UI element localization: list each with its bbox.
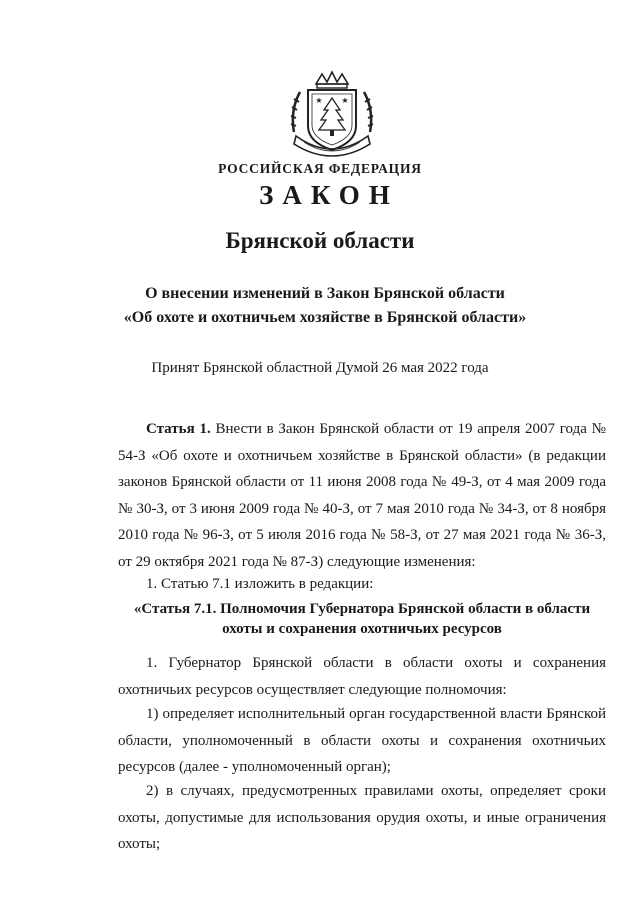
adoption-note: Принят Брянской областной Думой 26 мая 2022 года [151,360,489,376]
federation-heading: РОССИЙСКАЯ ФЕДЕРАЦИЯ [218,161,422,176]
coat-of-arms-icon [286,70,378,160]
article-7-1-heading-line-1: «Статья 7.1. Полномочия Губернатора Брянской области в области [133,601,591,617]
svg-text:★: ★ [341,96,349,105]
article-1-text: Внести в Закон Брянской области от 19 апреля 2007 года № 54-З «Об охоте и охотничьем хозяйстве в Брянской области» (в редакции законов Брянской области от 11 июня 2008 года № 49-З, от 4 мая 2009 года № 30-З, от 3 июня 2009 года № 40-З, от 7 мая 2010 года № 34-З, от 8 ноября 2010 года № 96-З, от 5 июля 2016 года № 58-З, от 27 мая 2021 года № 36-З, от 29 октября 2021 года № 87-З) следующие изменения: [118,421,606,570]
article-7-1-point-1: 1. Губернатор Брянской области в области охоты и сохранения охотничьих ресурсов осуществляет следующие полномочия: [118,655,606,698]
article-7-1-subpoint-2: 2) в случаях, предусмотренных правилами охоты, определяет сроки охоты, допустимые для использования орудия охоты, и иные ограничения охоты; [118,783,606,852]
amendment-item-1: 1. Статью 7.1 изложить в редакции: [146,576,374,592]
document-type-title: ЗАКОН [259,180,399,210]
subject-line-1: О внесении изменений в Закон Брянской области [145,285,505,302]
svg-text:★: ★ [315,96,323,105]
law-subject [80,282,570,330]
region-title: Брянской области [225,228,415,253]
subject-line-2: «Об охоте и охотничьем хозяйстве в Брянской области» [123,309,527,326]
article-1-paragraph [118,416,606,575]
article-7-1-heading-line-2: охоты и сохранения охотничьих ресурсов [222,621,502,637]
article-1-label: Статья 1. [146,421,211,437]
article-7-1-heading [118,599,606,639]
article-7-1-subpoint-1: 1) определяет исполнительный орган государственной власти Брянской области, уполномоченный в области охоты и сохранения охотничьих ресурсов (далее - уполномоченный орган); [118,706,606,775]
